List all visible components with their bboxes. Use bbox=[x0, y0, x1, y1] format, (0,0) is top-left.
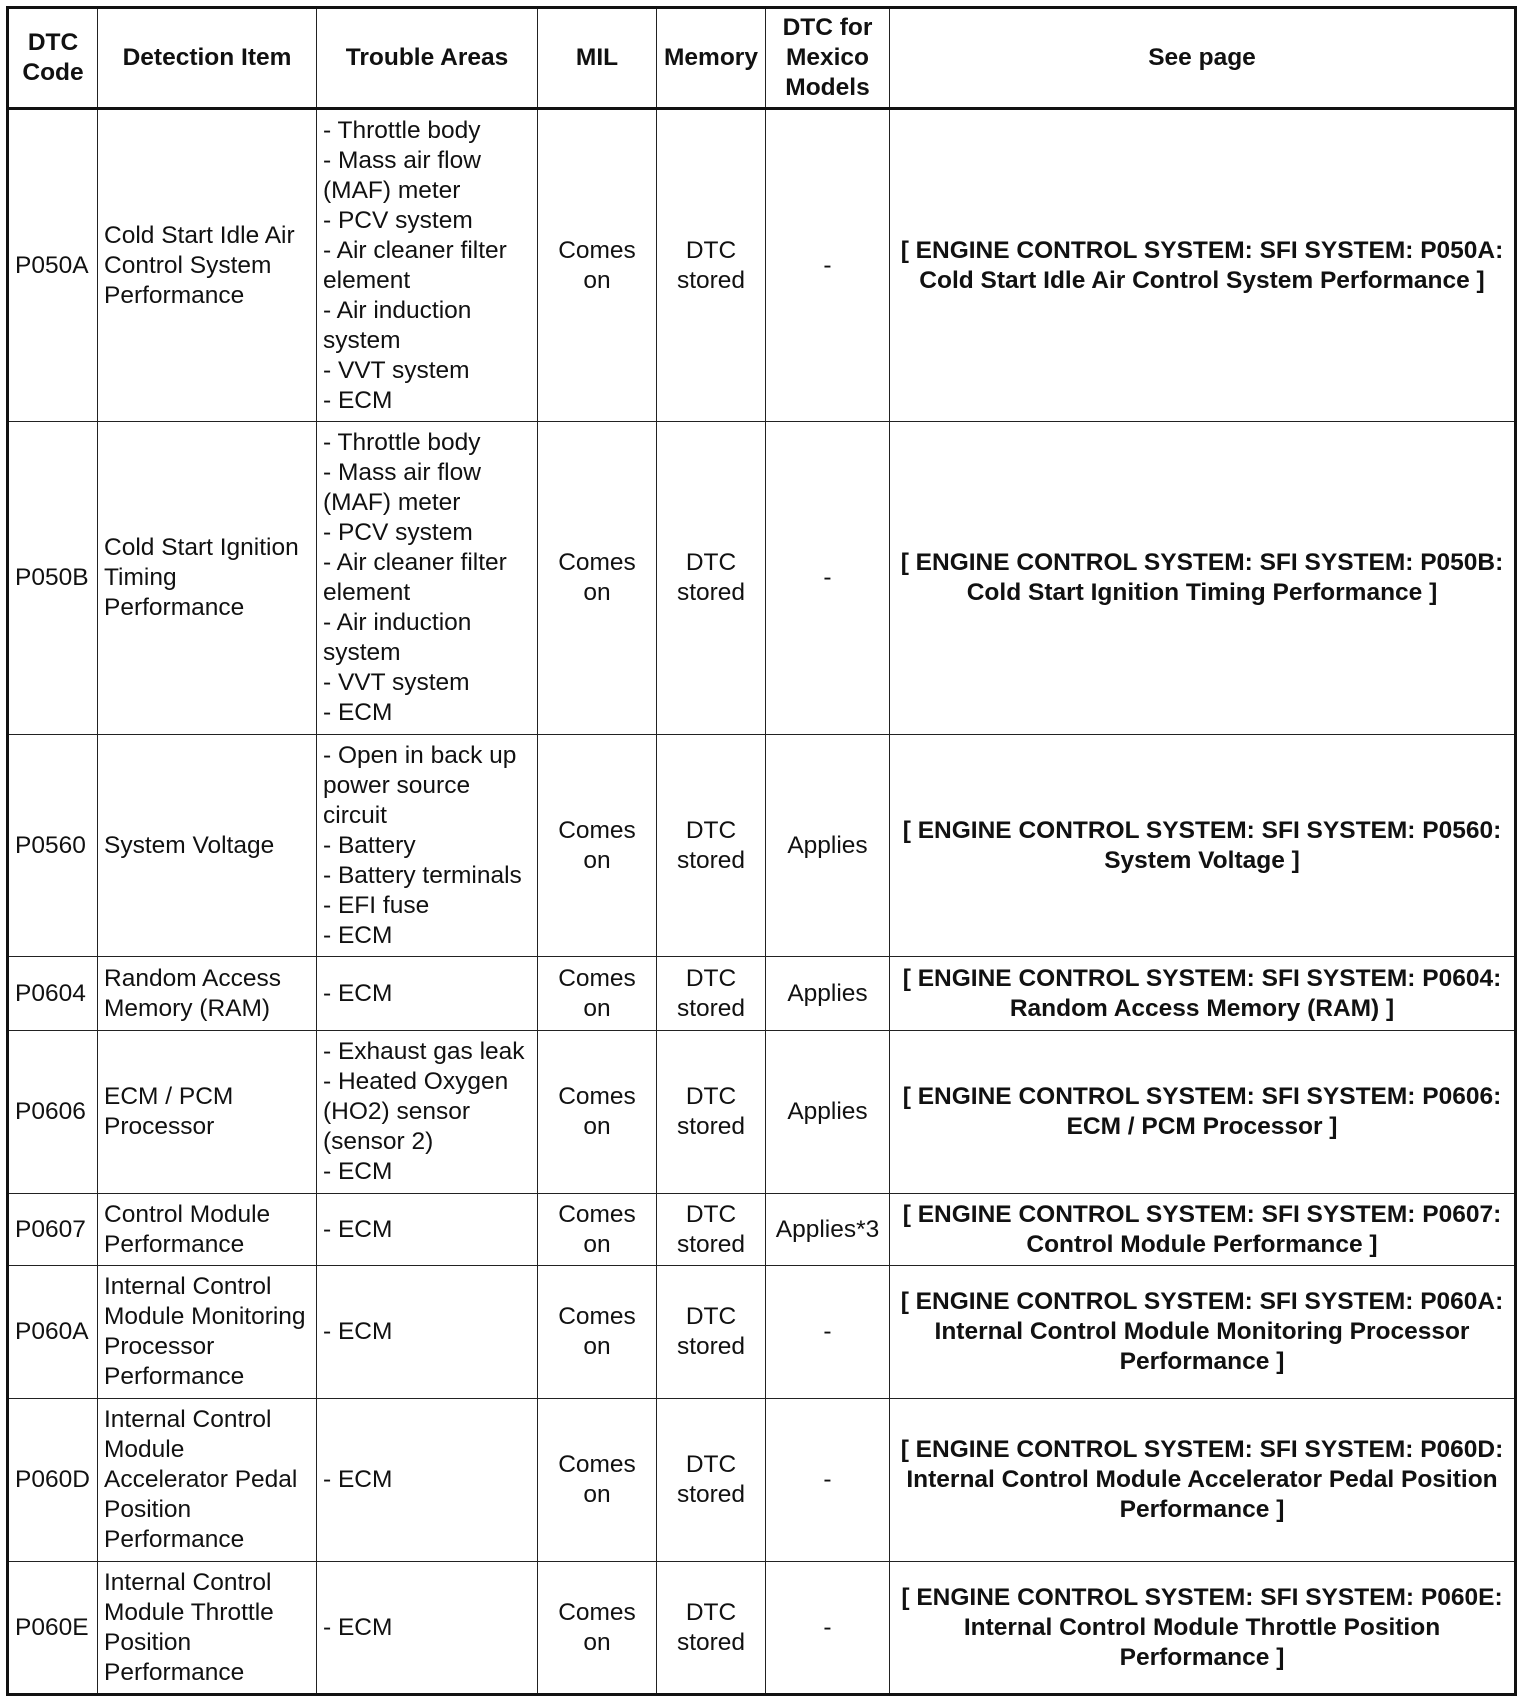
trouble-area-line: - Air cleaner filter element bbox=[323, 549, 507, 606]
trouble-area-line: - Exhaust gas leak bbox=[323, 1038, 525, 1065]
dtc-code-cell: P0606 bbox=[8, 1031, 98, 1194]
mexico-cell: - bbox=[766, 1399, 890, 1562]
header-dtc-code: DTC Code bbox=[8, 8, 98, 109]
dtc-code-cell: P050B bbox=[8, 422, 98, 735]
table-row bbox=[8, 1194, 1516, 1266]
see-page-link[interactable]: [ ENGINE CONTROL SYSTEM: SFI SYSTEM: P060D: Internal Control Module Accelerator Pedal Position Performance ] bbox=[890, 1399, 1516, 1562]
dtc-code-cell: P0604 bbox=[8, 957, 98, 1031]
detection-item-cell: Random Access Memory (RAM) bbox=[98, 957, 317, 1031]
mexico-cell: Applies bbox=[766, 957, 890, 1031]
trouble-areas-cell bbox=[317, 957, 538, 1031]
mexico-cell: - bbox=[766, 422, 890, 735]
memory-cell: DTC stored bbox=[657, 1194, 766, 1266]
see-page-link[interactable]: [ ENGINE CONTROL SYSTEM: SFI SYSTEM: P0604: Random Access Memory (RAM) ] bbox=[890, 957, 1516, 1031]
dtc-code-cell: P060D bbox=[8, 1399, 98, 1562]
dtc-table bbox=[6, 6, 1517, 1696]
memory-cell: DTC stored bbox=[657, 1266, 766, 1399]
table-row bbox=[8, 422, 1516, 735]
dtc-code-cell: P0607 bbox=[8, 1194, 98, 1266]
trouble-area-line: - ECM bbox=[323, 386, 393, 414]
trouble-area-line: - Heated Oxygen (HO2) sensor (sensor 2) bbox=[323, 1068, 509, 1155]
trouble-area-line: - PCV system bbox=[323, 519, 473, 546]
dtc-table-body bbox=[8, 109, 1516, 1695]
trouble-areas-cell bbox=[317, 1399, 538, 1562]
trouble-areas-cell bbox=[317, 1031, 538, 1194]
see-page-link[interactable]: [ ENGINE CONTROL SYSTEM: SFI SYSTEM: P0560: System Voltage ] bbox=[890, 735, 1516, 957]
see-page-link[interactable]: [ ENGINE CONTROL SYSTEM: SFI SYSTEM: P050A: Cold Start Idle Air Control System Performance ] bbox=[890, 109, 1516, 422]
detection-item-cell: Cold Start Ignition Timing Performance bbox=[98, 422, 317, 735]
trouble-area-line: - Mass air flow (MAF) meter bbox=[323, 146, 481, 204]
table-row bbox=[8, 957, 1516, 1031]
table-row bbox=[8, 1266, 1516, 1399]
detection-item-cell: Internal Control Module Monitoring Processor Performance bbox=[98, 1266, 317, 1399]
dtc-code-cell: P060E bbox=[8, 1562, 98, 1695]
mexico-cell: - bbox=[766, 1562, 890, 1695]
mil-cell: Comes on bbox=[538, 1399, 657, 1562]
see-page-link[interactable]: [ ENGINE CONTROL SYSTEM: SFI SYSTEM: P060E: Internal Control Module Throttle Position Performance ] bbox=[890, 1562, 1516, 1695]
header-trouble-areas: Trouble Areas bbox=[317, 8, 538, 109]
trouble-area-line: - Battery terminals bbox=[323, 861, 522, 889]
trouble-area-line: - PCV system bbox=[323, 206, 473, 234]
memory-cell: DTC stored bbox=[657, 109, 766, 422]
header-memory: Memory bbox=[657, 8, 766, 109]
memory-cell: DTC stored bbox=[657, 422, 766, 735]
see-page-link[interactable]: [ ENGINE CONTROL SYSTEM: SFI SYSTEM: P050B: Cold Start Ignition Timing Performance ] bbox=[890, 422, 1516, 735]
memory-cell: DTC stored bbox=[657, 735, 766, 957]
mexico-cell: - bbox=[766, 1266, 890, 1399]
mil-cell: Comes on bbox=[538, 1562, 657, 1695]
dtc-code-cell: P050A bbox=[8, 109, 98, 422]
trouble-area-line: - ECM bbox=[323, 921, 393, 949]
mexico-cell: Applies*3 bbox=[766, 1194, 890, 1266]
mil-cell: Comes on bbox=[538, 1266, 657, 1399]
trouble-area-line: - ECM bbox=[323, 1318, 393, 1345]
memory-cell: DTC stored bbox=[657, 957, 766, 1031]
trouble-area-line: - ECM bbox=[323, 1466, 393, 1493]
memory-cell: DTC stored bbox=[657, 1399, 766, 1562]
header-dtc-mexico: DTC for Mexico Models bbox=[766, 8, 890, 109]
trouble-area-line: - EFI fuse bbox=[323, 891, 430, 919]
mil-cell: Comes on bbox=[538, 109, 657, 422]
mil-cell: Comes on bbox=[538, 957, 657, 1031]
header-row bbox=[8, 8, 1516, 109]
trouble-area-line: - Open in back up power source circuit bbox=[323, 741, 517, 829]
detection-item-cell: Control Module Performance bbox=[98, 1194, 317, 1266]
table-row bbox=[8, 735, 1516, 957]
detection-item-cell: ECM / PCM Processor bbox=[98, 1031, 317, 1194]
table-row bbox=[8, 1031, 1516, 1194]
trouble-area-line: - Throttle body bbox=[323, 429, 481, 456]
header-detection-item: Detection Item bbox=[98, 8, 317, 109]
trouble-area-line: - ECM bbox=[323, 699, 393, 726]
mexico-cell: Applies bbox=[766, 1031, 890, 1194]
trouble-areas-cell bbox=[317, 1562, 538, 1695]
dtc-code-cell: P060A bbox=[8, 1266, 98, 1399]
table-row bbox=[8, 109, 1516, 422]
trouble-area-line: - VVT system bbox=[323, 669, 470, 696]
trouble-areas-cell bbox=[317, 1194, 538, 1266]
header-mil: MIL bbox=[538, 8, 657, 109]
detection-item-cell: Cold Start Idle Air Control System Performance bbox=[98, 109, 317, 422]
header-see-page: See page bbox=[890, 8, 1516, 109]
trouble-area-line: - Throttle body bbox=[323, 116, 481, 144]
mil-cell: Comes on bbox=[538, 1031, 657, 1194]
mexico-cell: Applies bbox=[766, 735, 890, 957]
trouble-area-line: - ECM bbox=[323, 1613, 393, 1641]
mil-cell: Comes on bbox=[538, 735, 657, 957]
mil-cell: Comes on bbox=[538, 422, 657, 735]
trouble-area-line: - ECM bbox=[323, 1215, 393, 1243]
trouble-area-line: - VVT system bbox=[323, 356, 470, 384]
trouble-area-line: - Battery bbox=[323, 831, 416, 859]
trouble-areas-cell bbox=[317, 109, 538, 422]
trouble-area-line: - Air cleaner filter element bbox=[323, 236, 507, 294]
detection-item-cell: Internal Control Module Throttle Position Performance bbox=[98, 1562, 317, 1695]
trouble-areas-cell bbox=[317, 422, 538, 735]
memory-cell: DTC stored bbox=[657, 1562, 766, 1695]
table-row bbox=[8, 1399, 1516, 1562]
see-page-link[interactable]: [ ENGINE CONTROL SYSTEM: SFI SYSTEM: P060A: Internal Control Module Monitoring Processor Performance ] bbox=[890, 1266, 1516, 1399]
see-page-link[interactable]: [ ENGINE CONTROL SYSTEM: SFI SYSTEM: P0607: Control Module Performance ] bbox=[890, 1194, 1516, 1266]
trouble-area-line: - Mass air flow (MAF) meter bbox=[323, 459, 481, 516]
table-row bbox=[8, 1562, 1516, 1695]
dtc-code-cell: P0560 bbox=[8, 735, 98, 957]
mexico-cell: - bbox=[766, 109, 890, 422]
see-page-link[interactable]: [ ENGINE CONTROL SYSTEM: SFI SYSTEM: P0606: ECM / PCM Processor ] bbox=[890, 1031, 1516, 1194]
trouble-area-line: - ECM bbox=[323, 979, 393, 1007]
trouble-areas-cell bbox=[317, 735, 538, 957]
trouble-areas-cell bbox=[317, 1266, 538, 1399]
trouble-area-line: - Air induction system bbox=[323, 609, 472, 666]
trouble-area-line: - Air induction system bbox=[323, 296, 472, 354]
detection-item-cell: Internal Control Module Accelerator Pedal Position Performance bbox=[98, 1399, 317, 1562]
mil-cell: Comes on bbox=[538, 1194, 657, 1266]
memory-cell: DTC stored bbox=[657, 1031, 766, 1194]
trouble-area-line: - ECM bbox=[323, 1158, 393, 1185]
detection-item-cell: System Voltage bbox=[98, 735, 317, 957]
